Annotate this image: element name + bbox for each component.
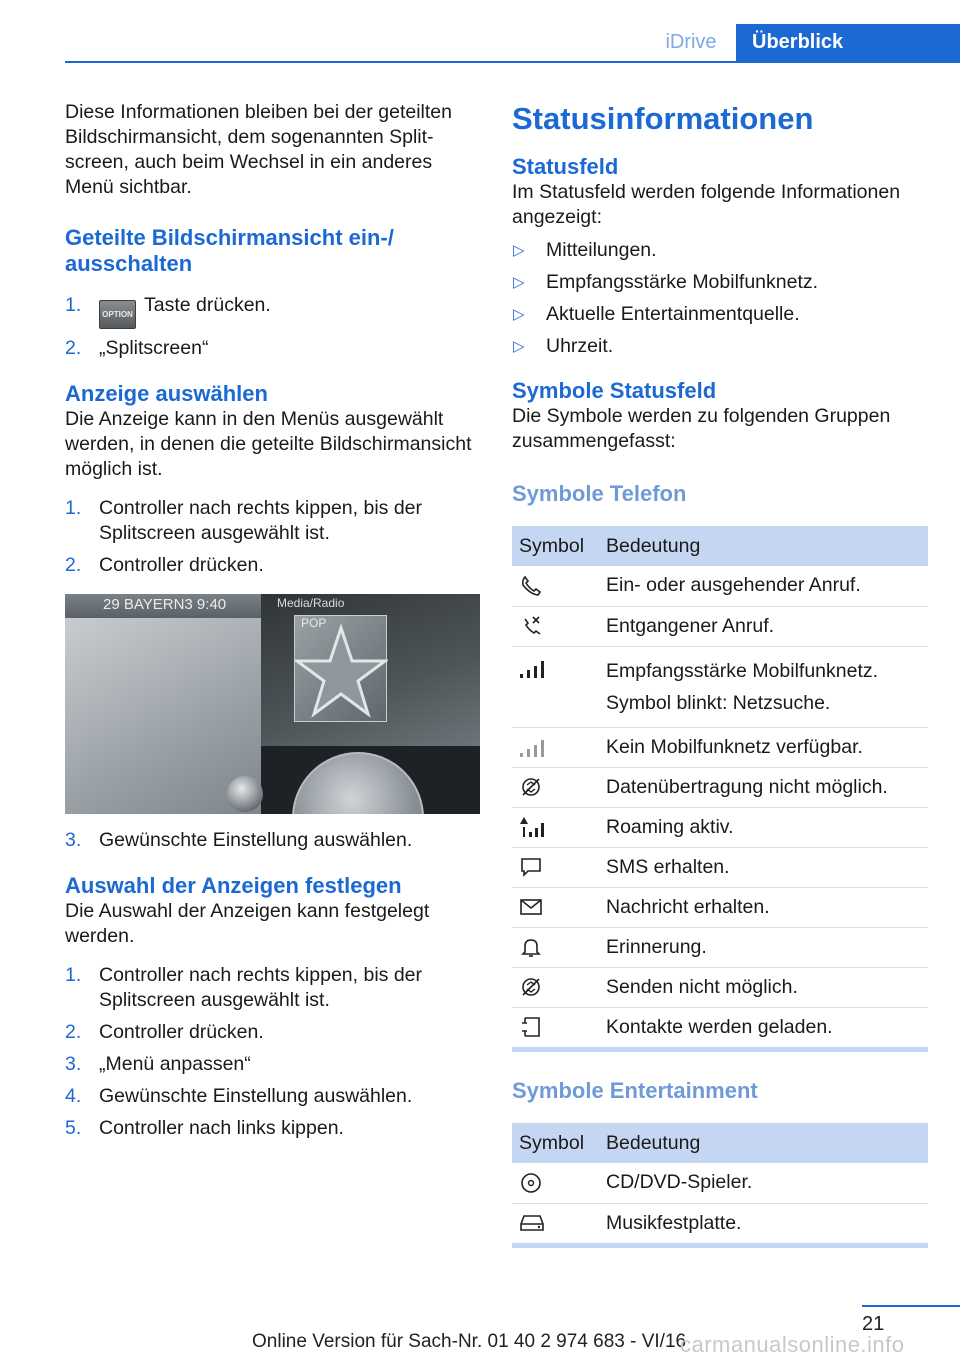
step-number: 5. xyxy=(65,1117,82,1139)
table-row xyxy=(512,1163,928,1203)
missed-call-icon xyxy=(519,614,543,638)
anzeige-steps-after xyxy=(65,828,475,853)
col-header-meaning: Bedeutung xyxy=(599,1123,928,1163)
symbol-cell xyxy=(512,646,599,727)
statusfeld-list xyxy=(512,238,928,359)
meaning-cell: SMS erhalten. xyxy=(599,847,928,887)
table-end-bar xyxy=(512,1243,928,1248)
symbol-cell xyxy=(512,847,599,887)
watermark: carmanualsonline.info xyxy=(680,1332,905,1357)
symbol-cell xyxy=(512,1007,599,1047)
col-header-meaning: Bedeutung xyxy=(599,526,928,566)
symbol-cell xyxy=(512,927,599,967)
list-item xyxy=(512,302,928,327)
auswahl-steps xyxy=(65,963,475,1141)
table-row xyxy=(512,927,928,967)
table-row xyxy=(512,887,928,927)
table-row xyxy=(512,727,928,767)
triangle-bullet-icon: ▷ xyxy=(513,274,525,291)
footer-rule xyxy=(862,1305,960,1307)
option-key-icon: OPTION xyxy=(99,300,136,329)
step-item xyxy=(65,1116,475,1141)
section-title-split: Geteilte Bildschirmansicht ein-/ ausschalten xyxy=(65,225,394,276)
symbol-cell xyxy=(512,566,599,606)
header-tab-ueberblick: Überblick xyxy=(736,24,960,61)
table-header-row xyxy=(512,1123,928,1163)
meaning-cell: Erinnerung. xyxy=(599,927,928,967)
table-row xyxy=(512,1007,928,1047)
contacts-icon xyxy=(519,1015,543,1039)
bell-icon xyxy=(519,935,543,959)
sms-icon xyxy=(519,855,543,879)
symbol-cell xyxy=(512,606,599,646)
table-row xyxy=(512,606,928,646)
intro-text: Diese Informationen bleiben bei der geteilten Bildschirmansicht, dem sogenannten Splitscreen, auch beim Wechsel in ein anderes Menü sichtbar. xyxy=(65,101,453,198)
meaning-cell xyxy=(599,646,928,727)
split-steps xyxy=(65,293,475,361)
step-text: Controller nach rechts kippen, bis der Splitscreen ausgewählt ist. xyxy=(99,497,422,544)
step-text: OPTION Taste drücken. xyxy=(99,293,271,329)
telefon-table xyxy=(512,526,928,1047)
step-number: 2. xyxy=(65,337,82,359)
step-text: Gewünschte Einstellung auswählen. xyxy=(99,1085,413,1107)
statusfeld-text: Im Statusfeld werden folgende Informationen angezeigt: xyxy=(512,181,901,228)
section-title-entertainment: Symbole Entertainment xyxy=(512,1078,758,1103)
symbol-cell xyxy=(512,807,599,847)
table-row xyxy=(512,767,928,807)
table-row xyxy=(512,646,928,727)
anzeige-text: Die Anzeige kann in den Menüs ausgewählt werden, in denen die geteilte Bildschirmansicht möglich ist. xyxy=(65,408,472,480)
table-end-bar xyxy=(512,1047,928,1052)
meaning-cell: CD/DVD-Spieler. xyxy=(599,1163,928,1203)
page-number: 21 xyxy=(862,1313,885,1335)
data-blocked-icon xyxy=(519,775,543,799)
symbol-cell xyxy=(512,767,599,807)
step-item xyxy=(65,1084,475,1109)
step-text: „Splitscreen“ xyxy=(99,337,209,359)
signal-strength-icon xyxy=(519,657,549,679)
meaning-line: Symbol blinkt: Netzsuche. xyxy=(606,691,831,714)
star-icon xyxy=(295,616,388,723)
controller-knob xyxy=(292,752,424,814)
step-item xyxy=(65,1020,475,1045)
step-item xyxy=(65,963,475,1013)
meaning-cell: Kein Mobilfunknetz verfügbar. xyxy=(599,727,928,767)
section-title-telefon: Symbole Telefon xyxy=(512,481,687,506)
auswahl-text: Die Auswahl der Anzeigen kann festgelegt werden. xyxy=(65,900,430,947)
table-row xyxy=(512,967,928,1007)
symbole-text: Die Symbole werden zu folgenden Gruppen zusammengefasst: xyxy=(512,405,891,452)
disc-icon xyxy=(519,1171,543,1195)
screen-media-label: Media/Radio xyxy=(277,596,345,610)
step-text: Controller drücken. xyxy=(99,554,264,576)
section-title-statusfeld: Statusfeld xyxy=(512,154,619,179)
step-number: 1. xyxy=(65,497,82,519)
section-title-anzeige: Anzeige auswählen xyxy=(65,381,268,406)
meaning-cell: Ein- oder ausgehender Anruf. xyxy=(599,566,928,606)
triangle-bullet-icon: ▷ xyxy=(513,306,525,323)
meaning-cell: Nachricht erhalten. xyxy=(599,887,928,927)
step-text: Controller nach rechts kippen, bis der Splitscreen ausgewählt ist. xyxy=(99,964,422,1011)
step-item xyxy=(65,828,475,853)
step-number: 3. xyxy=(65,1053,82,1075)
meaning-line: Empfangsstärke Mobilfunknetz. xyxy=(606,659,879,682)
meaning-cell: Kontakte werden geladen. xyxy=(606,1015,833,1038)
triangle-bullet-icon: ▷ xyxy=(513,338,525,355)
online-version-text: Online Version für Sach-Nr. 01 40 2 974 683 - VI/16 xyxy=(252,1331,687,1352)
list-item-text: Mitteilungen. xyxy=(546,239,657,261)
meaning-cell: Musikfestplatte. xyxy=(606,1211,742,1234)
table-header-row xyxy=(512,526,928,566)
meaning-cell: Datenübertragung nicht möglich. xyxy=(599,767,928,807)
table-row xyxy=(512,566,928,606)
section-title-auswahl: Auswahl der Anzeigen festlegen xyxy=(65,873,402,898)
list-item-text: Uhrzeit. xyxy=(546,335,614,357)
step-text: Controller nach links kippen. xyxy=(99,1117,344,1139)
col-header-symbol: Symbol xyxy=(512,1123,599,1163)
table-row xyxy=(512,847,928,887)
table-row xyxy=(512,807,928,847)
symbol-cell xyxy=(512,967,599,1007)
mail-icon xyxy=(519,895,543,919)
step-text: „Menü anpassen“ xyxy=(99,1053,251,1075)
step-number: 1. xyxy=(65,294,82,316)
left-column xyxy=(65,100,475,1148)
step-item xyxy=(65,336,475,361)
triangle-bullet-icon: ▷ xyxy=(513,242,525,259)
harddisk-icon xyxy=(519,1211,545,1235)
cover-genre-label: POP xyxy=(301,616,327,630)
step-text: Gewünschte Einstellung auswählen. xyxy=(99,829,413,851)
anzeige-steps xyxy=(65,496,475,578)
table-row xyxy=(512,1203,928,1243)
list-item xyxy=(512,270,928,295)
header-rule xyxy=(65,61,960,63)
symbol-cell xyxy=(512,887,599,927)
symbol-cell xyxy=(512,727,599,767)
step-item xyxy=(65,293,475,329)
meaning-cell: Roaming aktiv. xyxy=(599,807,928,847)
step-number: 2. xyxy=(65,1021,82,1043)
button-knob xyxy=(227,776,263,812)
header-tab-idrive: iDrive xyxy=(665,31,717,53)
list-item-text: Aktuelle Entertainmentquelle. xyxy=(546,303,800,325)
list-item xyxy=(512,238,928,263)
step-text: Controller drücken. xyxy=(99,1021,264,1043)
send-blocked-icon xyxy=(519,975,543,999)
col-header-symbol: Symbol xyxy=(512,526,599,566)
list-item xyxy=(512,334,928,359)
no-signal-icon xyxy=(519,736,549,758)
screen-station-text: 29 BAYERN3 9:40 xyxy=(103,596,227,613)
step-number: 3. xyxy=(65,829,82,851)
symbol-cell xyxy=(512,1163,599,1203)
right-column xyxy=(512,100,928,1248)
step-number: 1. xyxy=(65,964,82,986)
list-item-text: Empfangsstärke Mobilfunknetz. xyxy=(546,271,819,293)
step-item xyxy=(65,1052,475,1077)
phone-icon xyxy=(519,574,543,598)
step-item xyxy=(65,553,475,578)
step-number: 4. xyxy=(65,1085,82,1107)
step-number: 2. xyxy=(65,554,82,576)
album-cover xyxy=(294,615,387,722)
entertainment-table xyxy=(512,1123,928,1243)
symbol-cell xyxy=(512,1203,599,1243)
step-item xyxy=(65,496,475,546)
section-title-symbole: Symbole Statusfeld xyxy=(512,378,717,403)
meaning-cell: Senden nicht möglich. xyxy=(599,967,928,1007)
page-title: Statusinformationen xyxy=(512,101,814,136)
splitscreen-photo xyxy=(65,594,480,814)
roaming-icon xyxy=(519,815,549,839)
meaning-cell: Entgangener Anruf. xyxy=(599,606,928,646)
